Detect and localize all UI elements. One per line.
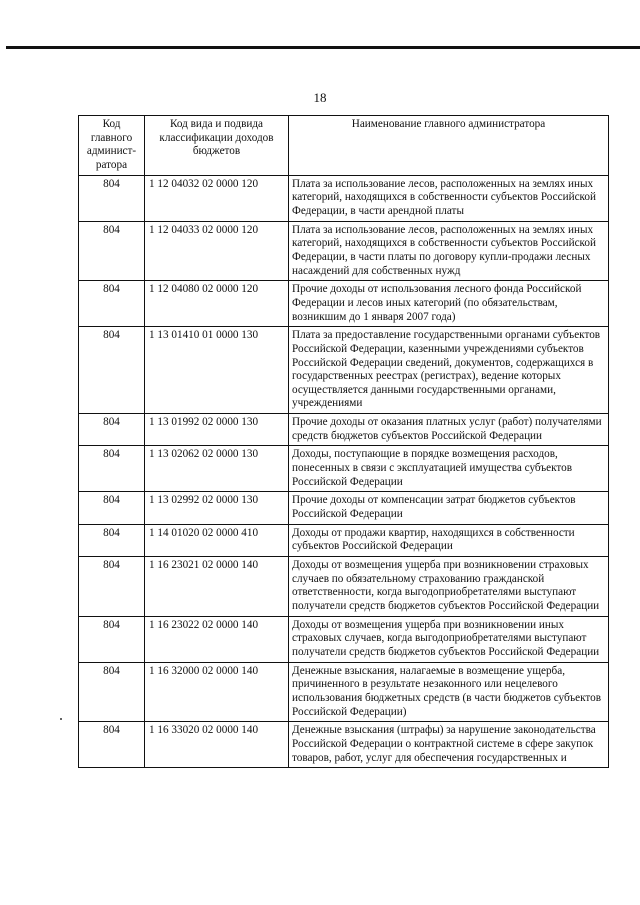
revenue-code-cell: 1 12 04032 02 0000 120 xyxy=(145,175,289,221)
scan-speck xyxy=(60,718,62,720)
admin-code-cell: 804 xyxy=(79,327,145,414)
table-row xyxy=(79,616,609,662)
table-row xyxy=(79,175,609,221)
table-row xyxy=(79,557,609,617)
table-row xyxy=(79,524,609,556)
admin-code-cell: 804 xyxy=(79,662,145,722)
admin-code-cell: 804 xyxy=(79,492,145,524)
admin-code-cell: 804 xyxy=(79,557,145,617)
admin-name-cell: Доходы от возмещения ущерба при возникновении страховых случаев по обязательному страхованию гражданской ответственности, когда выгодоприобретателями выступают получатели средств бюджетов субъектов Российской Федерации xyxy=(289,557,609,617)
table-row xyxy=(79,281,609,327)
header-admin-name: Наименование главного администратора xyxy=(289,116,609,176)
header-revenue-code: Код вида и подвида классификации доходов бюджетов xyxy=(145,116,289,176)
admin-code-cell: 804 xyxy=(79,616,145,662)
admin-code-cell: 804 xyxy=(79,221,145,281)
table-row xyxy=(79,327,609,414)
revenue-code-cell: 1 13 01410 01 0000 130 xyxy=(145,327,289,414)
admin-code-cell: 804 xyxy=(79,414,145,446)
revenue-table-container xyxy=(78,115,608,768)
admin-name-cell: Плата за использование лесов, расположенных на землях иных категорий, находящихся в собственности субъектов Российской Федерации, в части арендной платы xyxy=(289,175,609,221)
admin-name-cell: Плата за предоставление государственными органами субъектов Российской Федерации, казенными учреждениями субъектов Российской Федерации сведений, документов, содержащихся в государственных реестрах (регистрах), ведение которых осуществляется данными государственными органами, учреждениями xyxy=(289,327,609,414)
admin-code-cell: 804 xyxy=(79,281,145,327)
revenue-code-cell: 1 12 04033 02 0000 120 xyxy=(145,221,289,281)
revenue-code-cell: 1 16 33020 02 0000 140 xyxy=(145,722,289,768)
admin-name-cell: Доходы от продажи квартир, находящихся в собственности субъектов Российской Федерации xyxy=(289,524,609,556)
revenue-code-cell: 1 16 32000 02 0000 140 xyxy=(145,662,289,722)
table-row xyxy=(79,662,609,722)
table-header-row xyxy=(79,116,609,176)
admin-name-cell: Доходы, поступающие в порядке возмещения расходов, понесенных в связи с эксплуатацией имущества субъектов Российской Федерации xyxy=(289,446,609,492)
admin-name-cell: Доходы от возмещения ущерба при возникновении иных страховых случаев, когда выгодоприобретателями выступают получатели средств бюджетов субъектов Российской Федерации xyxy=(289,616,609,662)
revenue-code-cell: 1 13 01992 02 0000 130 xyxy=(145,414,289,446)
revenue-code-cell: 1 13 02062 02 0000 130 xyxy=(145,446,289,492)
admin-code-cell: 804 xyxy=(79,175,145,221)
admin-name-cell: Прочие доходы от оказания платных услуг (работ) получателями средств бюджетов субъектов Российской Федерации xyxy=(289,414,609,446)
admin-name-cell: Денежные взыскания, налагаемые в возмещение ущерба, причиненного в результате незаконного или нецелевого использования бюджетных средств (в части бюджетов субъектов Российской Федерации) xyxy=(289,662,609,722)
admin-code-cell: 804 xyxy=(79,446,145,492)
admin-code-cell: 804 xyxy=(79,524,145,556)
table-row xyxy=(79,221,609,281)
revenue-code-cell: 1 13 02992 02 0000 130 xyxy=(145,492,289,524)
table-row xyxy=(79,414,609,446)
admin-name-cell: Прочие доходы от использования лесного фонда Российской Федерации и лесов иных категорий (по обязательствам, возникшим до 1 января 2007 года) xyxy=(289,281,609,327)
table-row xyxy=(79,722,609,768)
table-row xyxy=(79,446,609,492)
revenue-code-cell: 1 12 04080 02 0000 120 xyxy=(145,281,289,327)
admin-name-cell: Денежные взыскания (штрафы) за нарушение законодательства Российской Федерации о контрактной системе в сфере закупок товаров, работ, услуг для обеспечения государственных и xyxy=(289,722,609,768)
page-number: 18 xyxy=(313,90,327,105)
admin-code-cell: 804 xyxy=(79,722,145,768)
revenue-code-cell: 1 16 23021 02 0000 140 xyxy=(145,557,289,617)
top-rule xyxy=(6,46,640,49)
revenue-code-cell: 1 16 23022 02 0000 140 xyxy=(145,616,289,662)
table-body xyxy=(79,175,609,768)
revenue-table xyxy=(78,115,609,768)
header-admin-code: Код главного админист-ратора xyxy=(79,116,145,176)
table-row xyxy=(79,492,609,524)
revenue-code-cell: 1 14 01020 02 0000 410 xyxy=(145,524,289,556)
admin-name-cell: Плата за использование лесов, расположенных на землях иных категорий, находящихся в собственности субъектов Российской Федерации, в части платы по договору купли-продажи лесных насаждений для собственных нужд xyxy=(289,221,609,281)
admin-name-cell: Прочие доходы от компенсации затрат бюджетов субъектов Российской Федерации xyxy=(289,492,609,524)
